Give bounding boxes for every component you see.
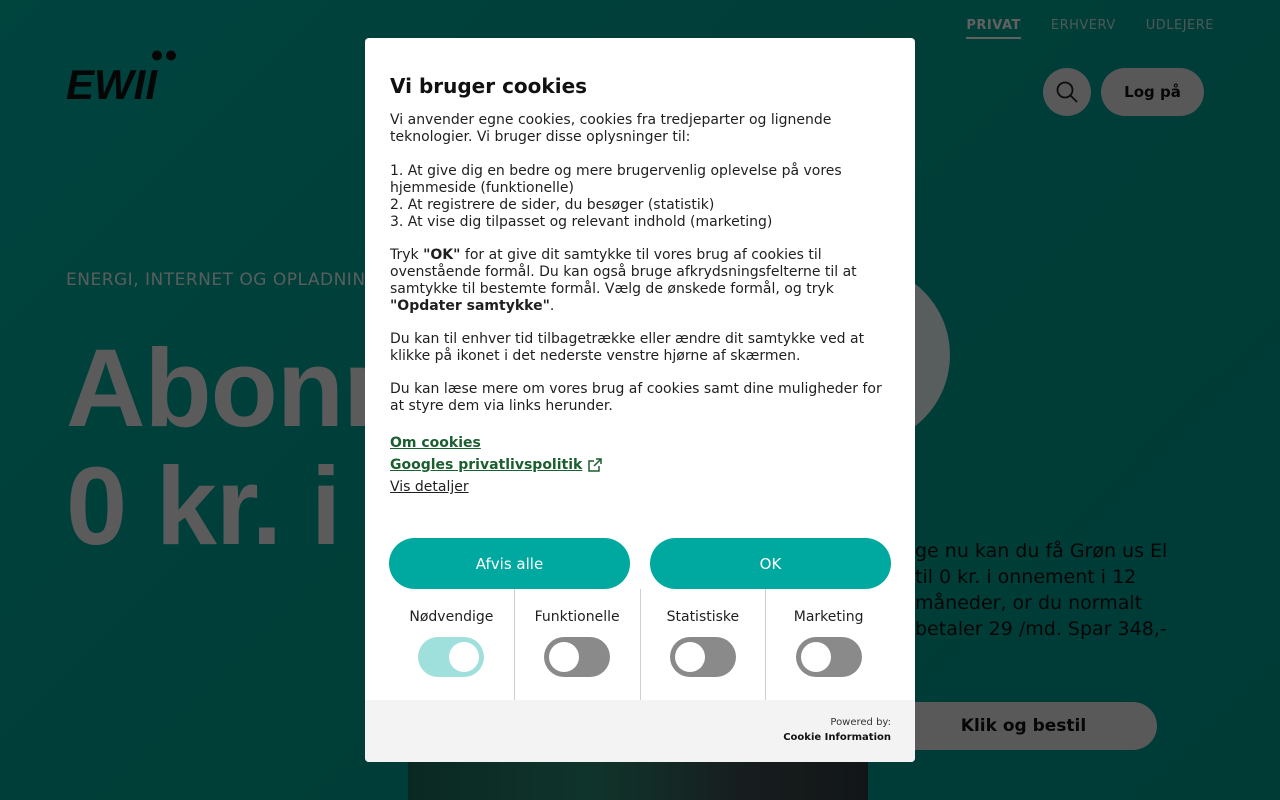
consent-text — [390, 247, 890, 315]
external-link-icon — [588, 458, 602, 472]
category-marketing — [766, 589, 891, 701]
category-label: Nødvendige — [409, 609, 494, 625]
reject-all-button[interactable]: Afvis alle — [389, 538, 630, 589]
link-show-details[interactable]: Vis detaljer — [390, 479, 469, 495]
category-functional — [515, 589, 641, 701]
category-label: Statistiske — [666, 609, 740, 625]
withdraw-text: Du kan til enhver tid tilbagetrække eller ændre dit samtykke ved at klikke på ikonet i det nederste venstre hjørne af skærmen. — [390, 331, 865, 364]
cookie-title: Vi bruger cookies — [390, 74, 588, 98]
provider-name[interactable]: Cookie Information — [783, 732, 891, 743]
toggle-knob — [801, 642, 831, 672]
consent-part-c: . — [549, 298, 555, 314]
cookie-links — [390, 435, 890, 495]
consent-part-b: for at give dit samtykke til vores brug af cookies til ovenstående formål. Du kan også bruge afkrydsningsfelterne til at samtykke til bestemte formål. Vælg de ønskede formål, og tryk — [390, 247, 857, 297]
category-necessary — [389, 589, 515, 701]
category-label: Marketing — [793, 609, 864, 625]
cookie-actions — [389, 538, 891, 589]
purpose-2: 2. At registrere de sider, du besøger (statistik) — [390, 197, 715, 213]
purpose-3: 3. At vise dig tilpasset og relevant indhold (marketing) — [390, 214, 773, 230]
cookie-intro-text: Vi anvender egne cookies, cookies fra tredjeparter og lignende teknologier. Vi bruger disse oplysninger til: — [390, 112, 832, 145]
cookie-intro — [390, 112, 890, 231]
consent-ok-keyword: "OK" — [423, 247, 461, 263]
purpose-1: 1. At give dig en bedre og mere brugervenlig oplevelse på vores hjemmeside (funktionelle) — [390, 163, 842, 196]
link-about-cookies[interactable]: Om cookies — [390, 435, 481, 451]
marketing-toggle[interactable] — [796, 637, 862, 677]
consent-update-keyword: "Opdater samtykke" — [390, 298, 550, 314]
link-google-privacy[interactable] — [390, 457, 890, 473]
readmore-text: Du kan læse mere om vores brug af cookies samt dine muligheder for at styre dem via links herunder. — [390, 381, 882, 414]
cookie-footer — [365, 700, 915, 762]
necessary-toggle[interactable] — [418, 637, 484, 677]
toggle-knob — [449, 642, 479, 672]
category-label: Funktionelle — [534, 609, 620, 625]
statistics-toggle[interactable] — [670, 637, 736, 677]
category-statistics — [641, 589, 767, 701]
toggle-knob — [675, 642, 705, 672]
consent-categories — [389, 589, 891, 701]
ok-button[interactable]: OK — [650, 538, 891, 589]
consent-part-a: Tryk — [390, 247, 424, 263]
link-google-privacy-label: Googles privatlivspolitik — [390, 457, 583, 473]
powered-by-label: Powered by: — [830, 717, 891, 728]
toggle-knob — [549, 642, 579, 672]
cookie-dialog — [365, 38, 915, 762]
functional-toggle[interactable] — [544, 637, 610, 677]
